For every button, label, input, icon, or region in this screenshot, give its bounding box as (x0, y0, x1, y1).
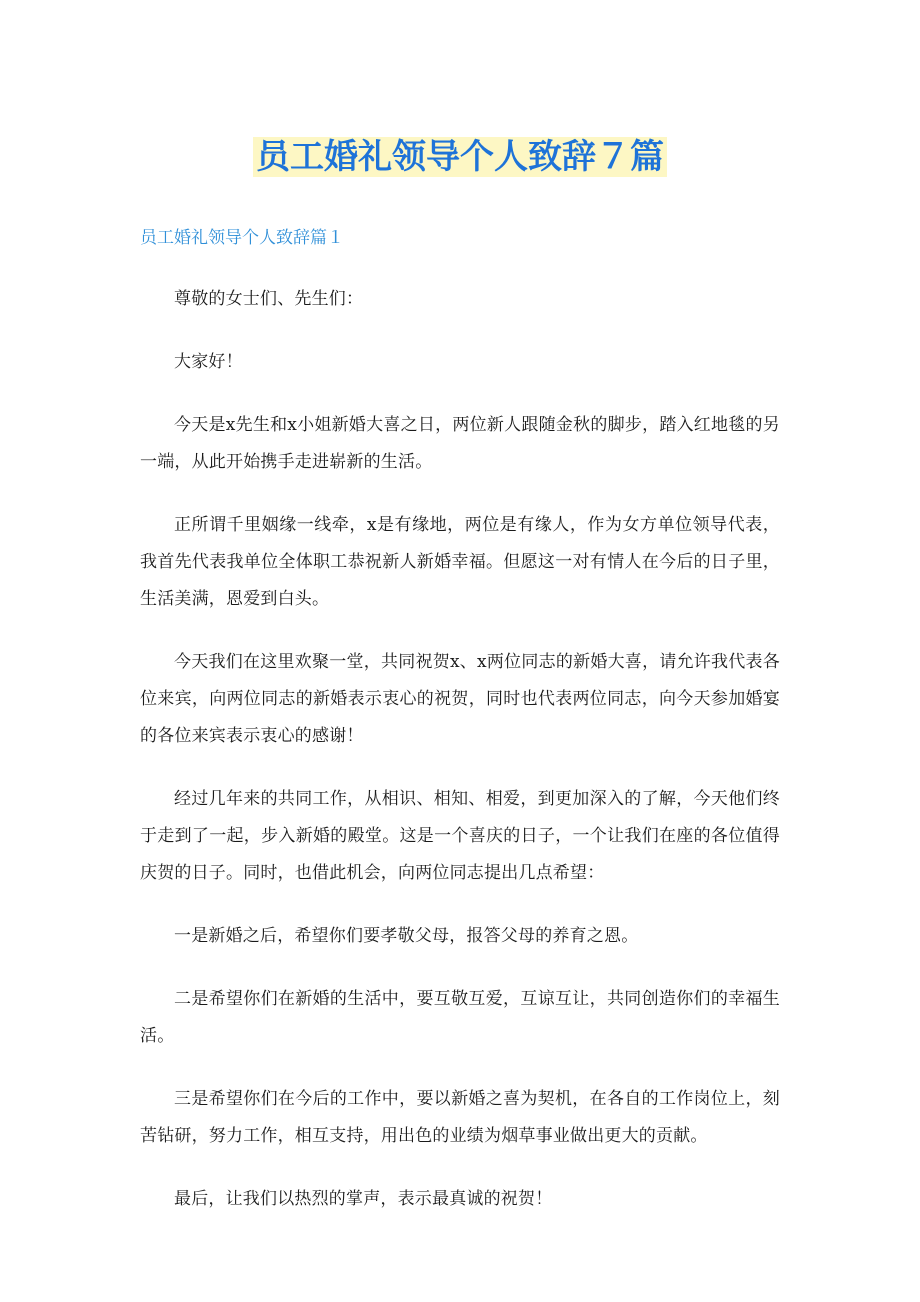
paragraph-wish-1: 一是新婚之后，希望你们要孝敬父母，报答父母的养育之恩。 (174, 926, 639, 946)
section-heading: 员工婚礼领导个人致辞篇１ (140, 228, 344, 248)
paragraph: 今天我们在这里欢聚一堂，共同祝贺x、x两位同志的新婚大喜，请允许我代表各位来宾，向两位同志的新婚表示衷心的祝贺，同时也代表两位同志，向今天参加婚宴的各位来宾表示衷心的感谢！ (140, 652, 780, 746)
document-body (140, 281, 780, 1244)
paragraph: 经过几年来的共同工作，从相识、相知、相爱，到更加深入的了解，今天他们终于走到了一起，步入新婚的殿堂。这是一个喜庆的日子，一个让我们在座的各位值得庆贺的日子。同时，也借此机会，向两位同志提出几点希望： (140, 789, 780, 883)
paragraph: 正所谓千里姻缘一线牵，x是有缘地，两位是有缘人，作为女方单位领导代表，我首先代表我单位全体职工恭祝新人新婚幸福。但愿这一对有情人在今后的日子里，生活美满，恩爱到白头。 (140, 515, 780, 609)
paragraph: 今天是x先生和x小姐新婚大喜之日，两位新人跟随金秋的脚步，踏入红地毯的另一端，从此开始携手走进崭新的生活。 (140, 415, 780, 472)
paragraph-greeting: 大家好！ (174, 352, 243, 372)
paragraph-salutation: 尊敬的女士们、先生们： (174, 289, 364, 309)
page-title (0, 132, 920, 182)
paragraph-wish-3: 三是希望你们在今后的工作中，要以新婚之喜为契机，在各自的工作岗位上，刻苦钻研，努力工作，相互支持，用出色的业绩为烟草事业做出更大的贡献。 (140, 1089, 780, 1146)
paragraph-wish-2: 二是希望你们在新婚的生活中，要互敬互爱，互谅互让，共同创造你们的幸福生活。 (140, 989, 780, 1046)
page-title-text: 员工婚礼领导个人致辞７篇 (253, 137, 667, 177)
paragraph-closing: 最后，让我们以热烈的掌声，表示最真诚的祝贺！ (174, 1189, 553, 1209)
